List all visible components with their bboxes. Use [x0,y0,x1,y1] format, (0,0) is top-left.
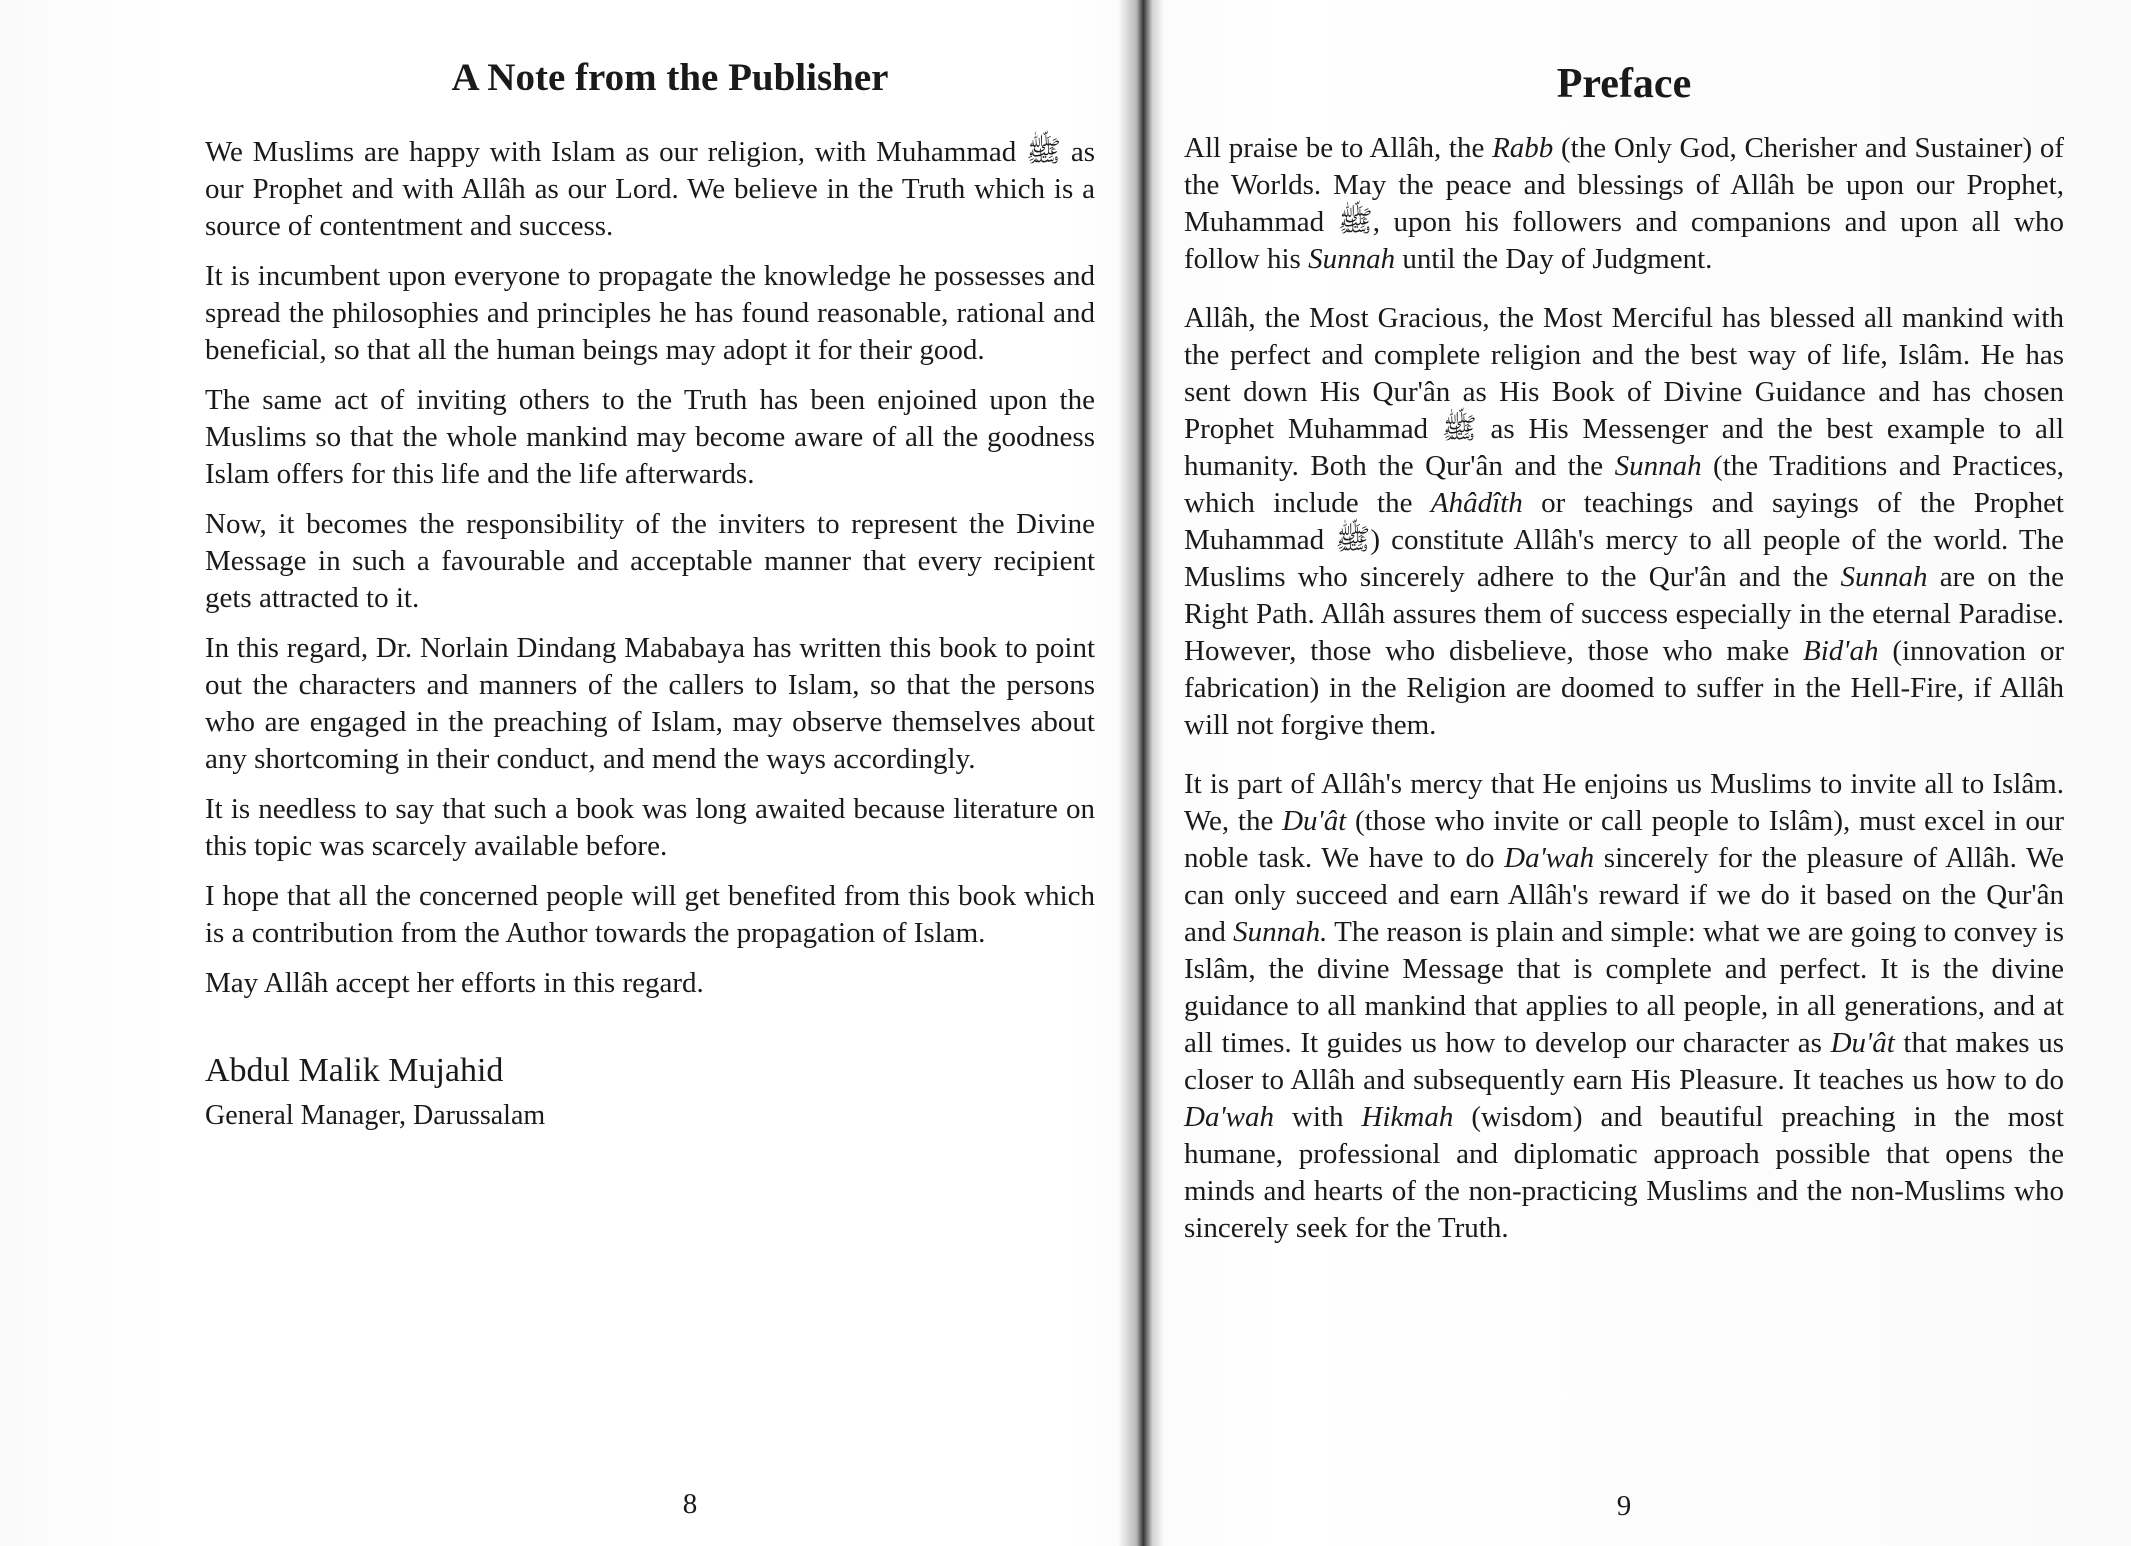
signature-block [205,1052,1095,1132]
paragraph: Now, it becomes the responsibility of the inviters to represent the Divine Message in such a favourable and acceptable manner that every recipient gets attracted to it. [205,508,1095,614]
preface-title: Preface [1556,61,1692,107]
publisher-note-title: A Note from the Publisher [451,56,889,99]
signature-role: General Manager, Darussalam [205,1100,546,1131]
publisher-note-body [205,134,1095,1002]
page-number: 8 [682,1488,698,1520]
preface-body [1184,130,2064,1247]
book-gutter [1118,0,1164,1546]
paragraph: All praise be to Allâh, the Rabb (the Only God, Cherisher and Sustainer) of the Worlds. May the peace and blessings of Allâh be upon our Prophet, Muhammad ﷺ, upon his followers and companions and upon all who follow his Sunnah until the Day of Judgment. [1184,132,2064,275]
paragraph: Allâh, the Most Gracious, the Most Merciful has blessed all mankind with the perfect and complete religion and the best way of life, Islâm. He has sent down His Qur'ân as His Book of Divine Guidance and has chosen Prophet Muhammad ﷺ as His Messenger and the best example to all humanity. Both the Qur'ân and the Sunnah (the Traditions and Practices, which include the Ahâdîth or teachings and sayings of the Prophet Muhammad ﷺ) constitute Allâh's mercy to all people of the world. The Muslims who sincerely adhere to the Qur'ân and the Sunnah are on the Right Path. Allâh assures them of success especially in the eternal Paradise. However, those who disbelieve, those who make Bid'ah (innovation or fabrication) in the Religion are doomed to suffer in the Hell-Fire, if Allâh will not forgive them. [1184,302,2065,741]
paragraph: We Muslims are happy with Islam as our religion, with Muhammad ﷺ as our Prophet and with Allâh as our Lord. We believe in the Truth which is a source of contentment and success. [205,136,1095,242]
paragraph: May Allâh accept her efforts in this regard. [205,967,704,999]
paragraph: I hope that all the concerned people will get benefited from this book which is a contribution from the Author towards the propagation of Islam. [205,880,1095,949]
paragraph: In this regard, Dr. Norlain Dindang Mababaya has written this book to point out the characters and manners of the callers to Islam, so that the persons who are engaged in the preaching of Islam, may observe themselves about any shortcoming in their conduct, and mend the ways accordingly. [205,632,1095,775]
page-number: 9 [1616,1490,1632,1522]
paragraph: The same act of inviting others to the Truth has been enjoined upon the Muslims so that the whole mankind may become aware of all the goodness Islam offers for this life and the life afterwards. [205,384,1095,490]
left-page [205,0,1095,1546]
paragraph: It is needless to say that such a book was long awaited because literature on this topic was scarcely available before. [205,793,1095,862]
paragraph: It is part of Allâh's mercy that He enjoins us Muslims to invite all to Islâm. We, the Du'ât (those who invite or call people to Islâm), must excel in our noble task. We have to do Da'wah sincerely for the pleasure of Allâh. We can only succeed and earn Allâh's reward if we do it based on the Qur'ân and Sunnah. The reason is plain and simple: what we are going to convey is Islâm, the divine Message that is complete and perfect. It is the divine guidance to all mankind that applies to all people, in all generations, and at all times. It guides us how to develop our character as Du'ât that makes us closer to Allâh and subsequently earn His Pleasure. It teaches us how to do Da'wah with Hikmah (wisdom) and beautiful preaching in the most humane, professional and diplomatic approach possible that opens the minds and hearts of the non-practicing Muslims and the non-Muslims who sincerely seek for the Truth. [1184,768,2065,1244]
signature-name: Abdul Malik Mujahid [205,1052,504,1089]
right-page [1184,0,2064,1546]
paragraph: It is incumbent upon everyone to propagate the knowledge he possesses and spread the philosophies and principles he has found reasonable, rational and beneficial, so that all the human beings may adopt it for their good. [205,260,1095,366]
